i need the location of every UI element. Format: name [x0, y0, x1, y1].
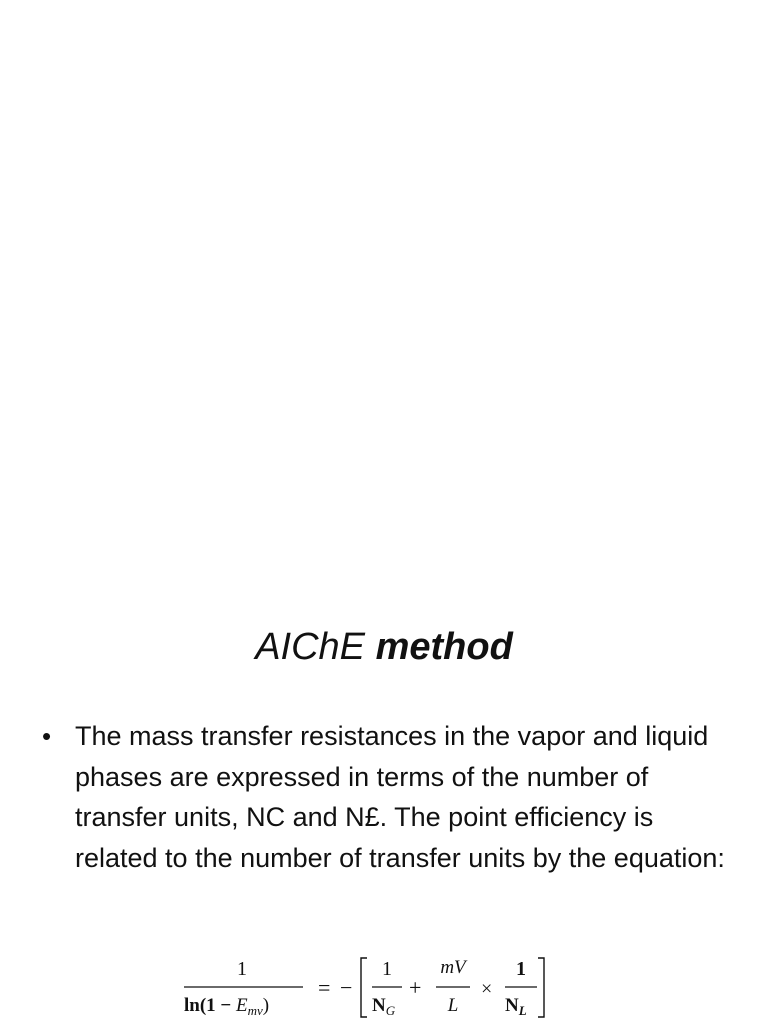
bullet-item	[42, 716, 732, 878]
equals-sign: =	[318, 975, 331, 1000]
term3-den-sub: L	[518, 1003, 527, 1018]
slide-title-bold: method	[375, 626, 513, 668]
term3-den-n: N	[505, 995, 519, 1016]
times-sign: ×	[481, 978, 493, 1000]
term1-den-n: N	[372, 995, 386, 1016]
lhs-den-close: )	[262, 995, 270, 1016]
slide-title	[0, 622, 768, 672]
minus-sign: −	[340, 975, 353, 1000]
left-bracket	[361, 958, 367, 1017]
right-bracket	[538, 958, 544, 1017]
lhs-numerator: 1	[237, 958, 247, 980]
term2-denominator: L	[447, 995, 459, 1016]
slide-title-italic: AIChE	[255, 626, 366, 668]
point-efficiency-equation	[0, 948, 768, 1020]
lhs-den-e: E	[236, 995, 248, 1016]
lhs-denominator	[184, 995, 269, 1018]
term1-denominator	[372, 995, 396, 1018]
term3-numerator: 1	[516, 958, 526, 980]
term1-numerator: 1	[382, 958, 392, 980]
bullet-icon: •	[42, 721, 52, 751]
equation-graphic	[0, 948, 768, 1020]
lhs-den-sub: mv	[247, 1003, 263, 1018]
plus-sign: +	[409, 975, 422, 1000]
lhs-den-ln: ln(1 −	[184, 995, 236, 1016]
term2-numerator: mV	[440, 957, 466, 978]
term3-denominator	[505, 995, 527, 1018]
term1-den-sub: G	[385, 1003, 396, 1018]
bullet-text: The mass transfer resistances in the vapor and liquid phases are expressed in terms of the number of transfer units, NC and N£. The point efficiency is related to the number of transfer units by the equation:	[75, 721, 725, 873]
